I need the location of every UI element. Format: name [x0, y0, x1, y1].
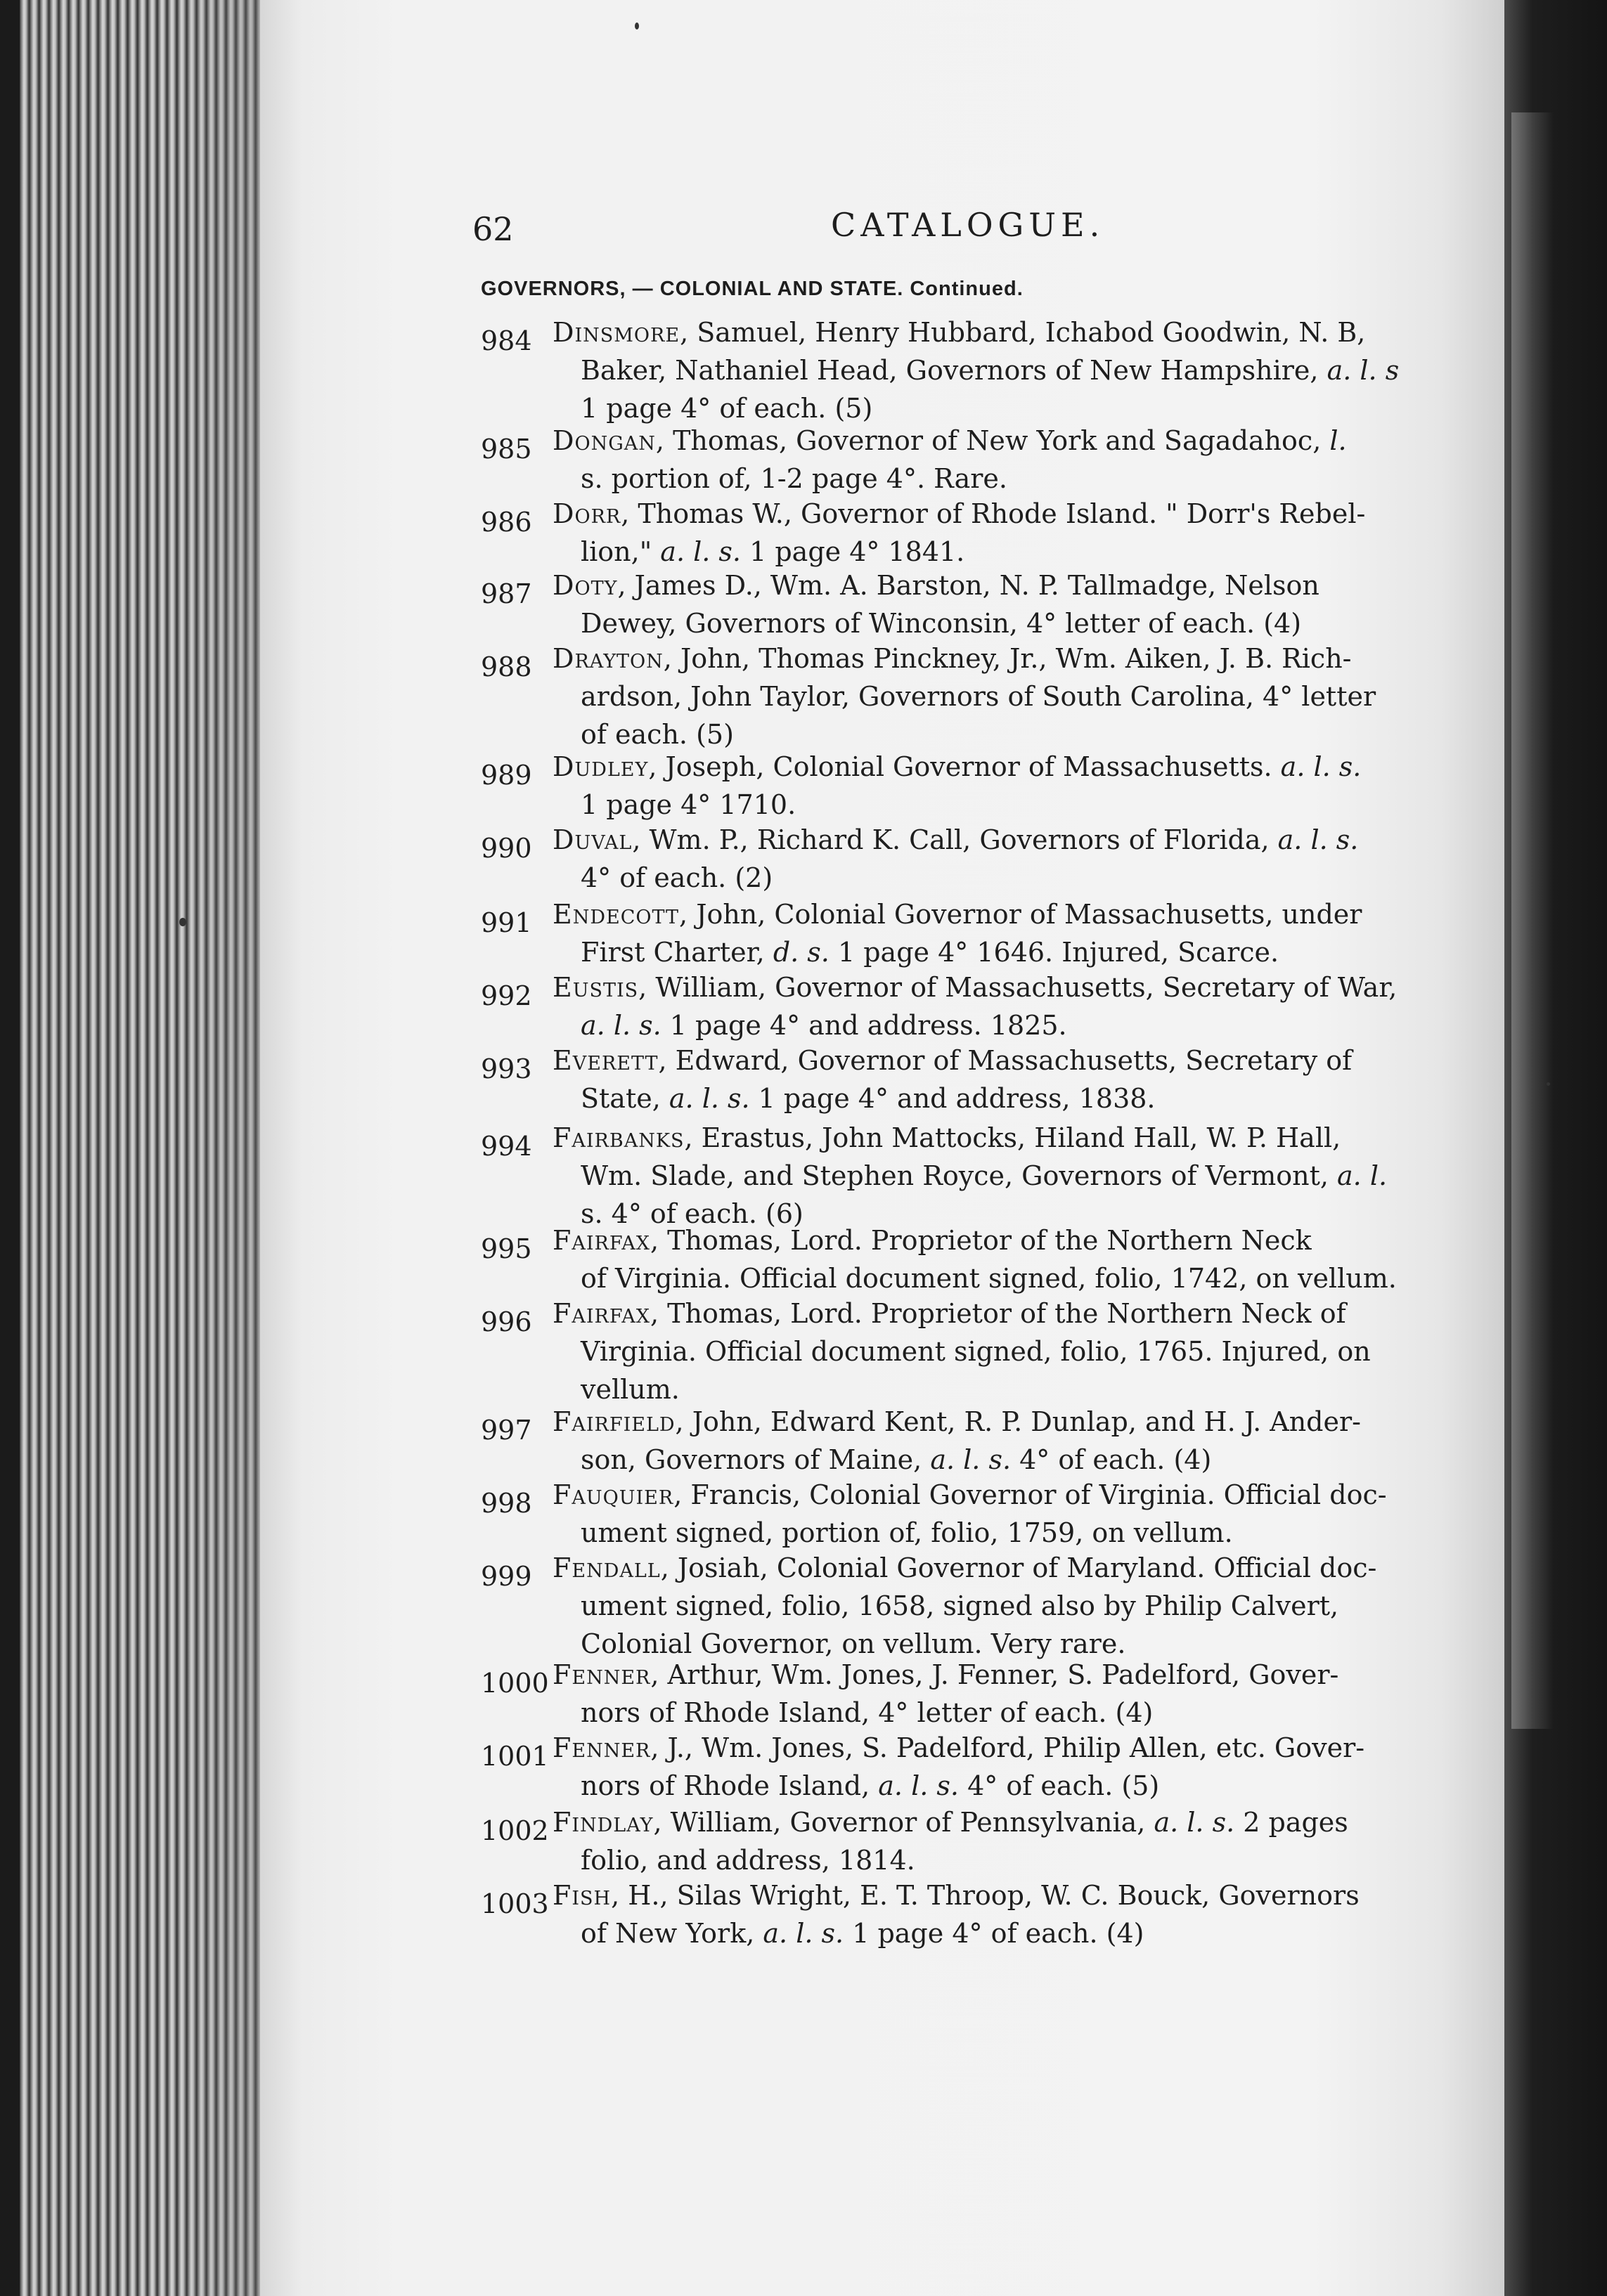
- entry-line: [553, 895, 1509, 933]
- entry-name: Eustis: [553, 972, 639, 1003]
- entry-name: Findlay: [553, 1807, 654, 1838]
- entry-line: [553, 1587, 1509, 1625]
- entry-text: [553, 495, 1509, 571]
- entry-line-text: 1 page 4° of each. (5): [581, 393, 873, 424]
- entry-name: Fenner: [553, 1659, 651, 1690]
- entry-line: [553, 821, 1509, 859]
- entry-text: [553, 1656, 1509, 1732]
- entry-line: [553, 351, 1509, 389]
- entry-line-text: of each. (5): [581, 719, 734, 750]
- entry-number: 984: [481, 325, 532, 356]
- entry-name: Dudley: [553, 751, 649, 782]
- entry-line: [553, 313, 1509, 351]
- entry-line-text: , William, Governor of Pennsylvania, a. l. s. 2 pages: [653, 1807, 1348, 1838]
- entry-line: [553, 1876, 1509, 1914]
- entry-number: 991: [481, 907, 532, 938]
- entry-line-text: , Arthur, Wm. Jones, J. Fenner, S. Padelford, Gover-: [650, 1659, 1339, 1690]
- entry-name: Duval: [553, 824, 633, 855]
- entry-number: 993: [481, 1053, 532, 1084]
- entry-line-text: vellum.: [581, 1374, 680, 1405]
- entry-name: Endecott: [553, 899, 680, 930]
- entry-number: 992: [481, 980, 532, 1011]
- entry-line-text: , Josiah, Colonial Governor of Maryland. Official doc-: [660, 1552, 1377, 1583]
- entry-line-text: ument signed, folio, 1658, signed also by Philip Calvert,: [581, 1590, 1339, 1621]
- entry-line: [553, 640, 1509, 677]
- entry-line: [553, 460, 1509, 498]
- entry-line-text: nors of Rhode Island, a. l. s. 4° of each. (5): [581, 1770, 1160, 1801]
- entry-text: [553, 1476, 1509, 1552]
- entry-text: [553, 1803, 1509, 1879]
- entry-line-text: ardson, John Taylor, Governors of South Carolina, 4° letter: [581, 681, 1376, 712]
- entry-line: [553, 786, 1509, 824]
- entry-name: Fish: [553, 1880, 612, 1911]
- entry-line: [553, 1295, 1509, 1332]
- entry-text: [553, 1119, 1509, 1233]
- entry-line: [553, 1476, 1509, 1514]
- entry-name: Dongan: [553, 425, 656, 456]
- entry-text: [553, 566, 1509, 642]
- entry-name: Fenner: [553, 1732, 651, 1763]
- entry-line-text: of Virginia. Official document signed, folio, 1742, on vellum.: [581, 1263, 1397, 1294]
- entry-line: [553, 422, 1509, 460]
- entry-line-text: , Francis, Colonial Governor of Virginia. Official doc-: [673, 1479, 1387, 1510]
- entry-text: [553, 1876, 1509, 1952]
- entry-number: 1000: [481, 1668, 549, 1699]
- entry-line-text: , Edward, Governor of Massachusetts, Secretary of: [658, 1045, 1353, 1076]
- entry-line: [553, 1914, 1509, 1952]
- entry-number: 989: [481, 760, 532, 791]
- entry-line: [553, 1332, 1509, 1370]
- entry-number: 1001: [481, 1741, 549, 1772]
- entry-number: 986: [481, 507, 532, 538]
- entry-number: 987: [481, 578, 532, 609]
- entry-number: 997: [481, 1415, 532, 1446]
- entry-line-text: , John, Colonial Governor of Massachusetts, under: [679, 899, 1362, 930]
- entry-line-text: Virginia. Official document signed, folio, 1765. Injured, on: [581, 1336, 1371, 1367]
- entry-text: [553, 1549, 1509, 1663]
- entry-line: [553, 1221, 1509, 1259]
- entry-text: [553, 895, 1509, 971]
- entry-name: Fauquier: [553, 1479, 674, 1510]
- entry-line-text: , John, Edward Kent, R. P. Dunlap, and H. J. Ander-: [675, 1406, 1362, 1437]
- entry-line-text: of New York, a. l. s. 1 page 4° of each. (4): [581, 1918, 1144, 1949]
- entry-text: [553, 1729, 1509, 1805]
- entry-number: 1002: [481, 1815, 549, 1846]
- entry-line: [553, 1441, 1509, 1479]
- entry-line: [553, 1656, 1509, 1694]
- entry-line-text: Baker, Nathaniel Head, Governors of New Hampshire, a. l. s: [581, 355, 1400, 386]
- entry-line-text: a. l. s. 1 page 4° and address. 1825.: [581, 1010, 1067, 1041]
- entry-line-text: , J., Wm. Jones, S. Padelford, Philip Allen, etc. Gover-: [650, 1732, 1365, 1763]
- entry-text: [553, 640, 1509, 753]
- entry-line-text: folio, and address, 1814.: [581, 1845, 915, 1876]
- entry-line-text: , James D., Wm. A. Barston, N. P. Tallmadge, Nelson: [617, 570, 1319, 601]
- entry-line: [553, 1803, 1509, 1841]
- entry-number: 995: [481, 1233, 532, 1264]
- entry-text: [553, 1221, 1509, 1297]
- entry-line-text: s. portion of, 1-2 page 4°. Rare.: [581, 463, 1007, 494]
- entry-number: 988: [481, 651, 532, 682]
- entry-text: [553, 1042, 1509, 1117]
- entry-line: [553, 1006, 1509, 1044]
- entry-line: [553, 1841, 1509, 1879]
- entry-number: 994: [481, 1131, 532, 1162]
- entry-name: Dinsmore: [553, 317, 680, 348]
- entry-line-text: lion," a. l. s. 1 page 4° 1841.: [581, 536, 965, 567]
- entry-line-text: son, Governors of Maine, a. l. s. 4° of each. (4): [581, 1444, 1212, 1475]
- entry-line: [553, 1403, 1509, 1441]
- entry-name: Drayton: [553, 643, 664, 674]
- entry-line: [553, 1259, 1509, 1297]
- entry-line-text: , Thomas, Lord. Proprietor of the Northern Neck: [650, 1225, 1312, 1256]
- entry-line: [553, 533, 1509, 571]
- entry-name: Fendall: [553, 1552, 661, 1583]
- entry-line-text: , H., Silas Wright, E. T. Throop, W. C. Bouck, Governors: [611, 1880, 1360, 1911]
- entry-line-text: , Samuel, Henry Hubbard, Ichabod Goodwin, N. B,: [680, 317, 1366, 348]
- entry-text: [553, 1295, 1509, 1408]
- entry-line-text: State, a. l. s. 1 page 4° and address, 1838.: [581, 1083, 1156, 1114]
- entry-line: [553, 933, 1509, 971]
- entry-text: [553, 821, 1509, 897]
- entry-line: [553, 566, 1509, 604]
- entry-line: [553, 1042, 1509, 1079]
- entry-text: [553, 748, 1509, 824]
- entry-line: [553, 495, 1509, 533]
- entry-line-text: , Thomas, Governor of New York and Sagadahoc, l.: [655, 425, 1347, 456]
- entry-line: [553, 1729, 1509, 1767]
- entry-line: [553, 748, 1509, 786]
- entry-number: 999: [481, 1561, 532, 1592]
- entry-line: [553, 968, 1509, 1006]
- entry-line-text: Wm. Slade, and Stephen Royce, Governors of Vermont, a. l.: [581, 1160, 1388, 1191]
- entry-name: Doty: [553, 570, 618, 601]
- entry-line-text: , Wm. P., Richard K. Call, Governors of Florida, a. l. s.: [632, 824, 1359, 855]
- entry-name: Fairfax: [553, 1225, 650, 1256]
- entry-line-text: , John, Thomas Pinckney, Jr., Wm. Aiken, J. B. Rich-: [663, 643, 1352, 674]
- entry-name: Fairbanks: [553, 1122, 685, 1153]
- entry-name: Fairfax: [553, 1298, 650, 1329]
- entry-line-text: , Thomas, Lord. Proprietor of the Northern Neck of: [650, 1298, 1346, 1329]
- entry-line-text: First Charter, d. s. 1 page 4° 1646. Injured, Scarce.: [581, 937, 1279, 968]
- entry-number: 1003: [481, 1888, 549, 1919]
- section-heading: GOVERNORS, — COLONIAL AND STATE. Continued.: [481, 278, 1024, 300]
- entry-name: Dorr: [553, 498, 621, 529]
- entry-line: [553, 859, 1509, 897]
- entry-line: [553, 604, 1509, 642]
- entry-line-text: , William, Governor of Massachusetts, Secretary of War,: [638, 972, 1398, 1003]
- entry-line: [553, 1157, 1509, 1195]
- entry-text: [553, 968, 1509, 1044]
- entry-number: 996: [481, 1306, 532, 1337]
- entry-line: [553, 1767, 1509, 1805]
- entry-line-text: Dewey, Governors of Winconsin, 4° letter of each. (4): [581, 608, 1302, 639]
- entry-name: Everett: [553, 1045, 659, 1076]
- entry-line: [553, 1549, 1509, 1587]
- page-number: 62: [472, 210, 514, 248]
- entry-line-text: 4° of each. (2): [581, 862, 773, 893]
- entry-line-text: ument signed, portion of, folio, 1759, on vellum.: [581, 1517, 1233, 1548]
- entry-number: 998: [481, 1488, 532, 1519]
- entry-line-text: , Erastus, John Mattocks, Hiland Hall, W. P. Hall,: [684, 1122, 1341, 1153]
- entry-line-text: nors of Rhode Island, 4° letter of each. (4): [581, 1697, 1154, 1728]
- entry-number: 985: [481, 434, 532, 465]
- entry-line-text: Colonial Governor, on vellum. Very rare.: [581, 1628, 1126, 1659]
- entry-line-text: 1 page 4° 1710.: [581, 789, 796, 820]
- entry-number: 990: [481, 833, 532, 864]
- entry-line: [553, 1119, 1509, 1157]
- entry-text: [553, 422, 1509, 498]
- running-head: CATALOGUE.: [831, 206, 1105, 244]
- entry-line: [553, 1694, 1509, 1732]
- entry-line: [553, 1514, 1509, 1552]
- entry-line-text: s. 4° of each. (6): [581, 1198, 804, 1229]
- entry-text: [553, 1403, 1509, 1479]
- entry-text: [553, 313, 1509, 427]
- entry-line-text: , Joseph, Colonial Governor of Massachusetts. a. l. s.: [648, 751, 1362, 782]
- entry-name: Fairfield: [553, 1406, 676, 1437]
- entry-line: [553, 677, 1509, 715]
- entry-line-text: , Thomas W., Governor of Rhode Island. " Dorr's Rebel-: [621, 498, 1366, 529]
- entry-line: [553, 1079, 1509, 1117]
